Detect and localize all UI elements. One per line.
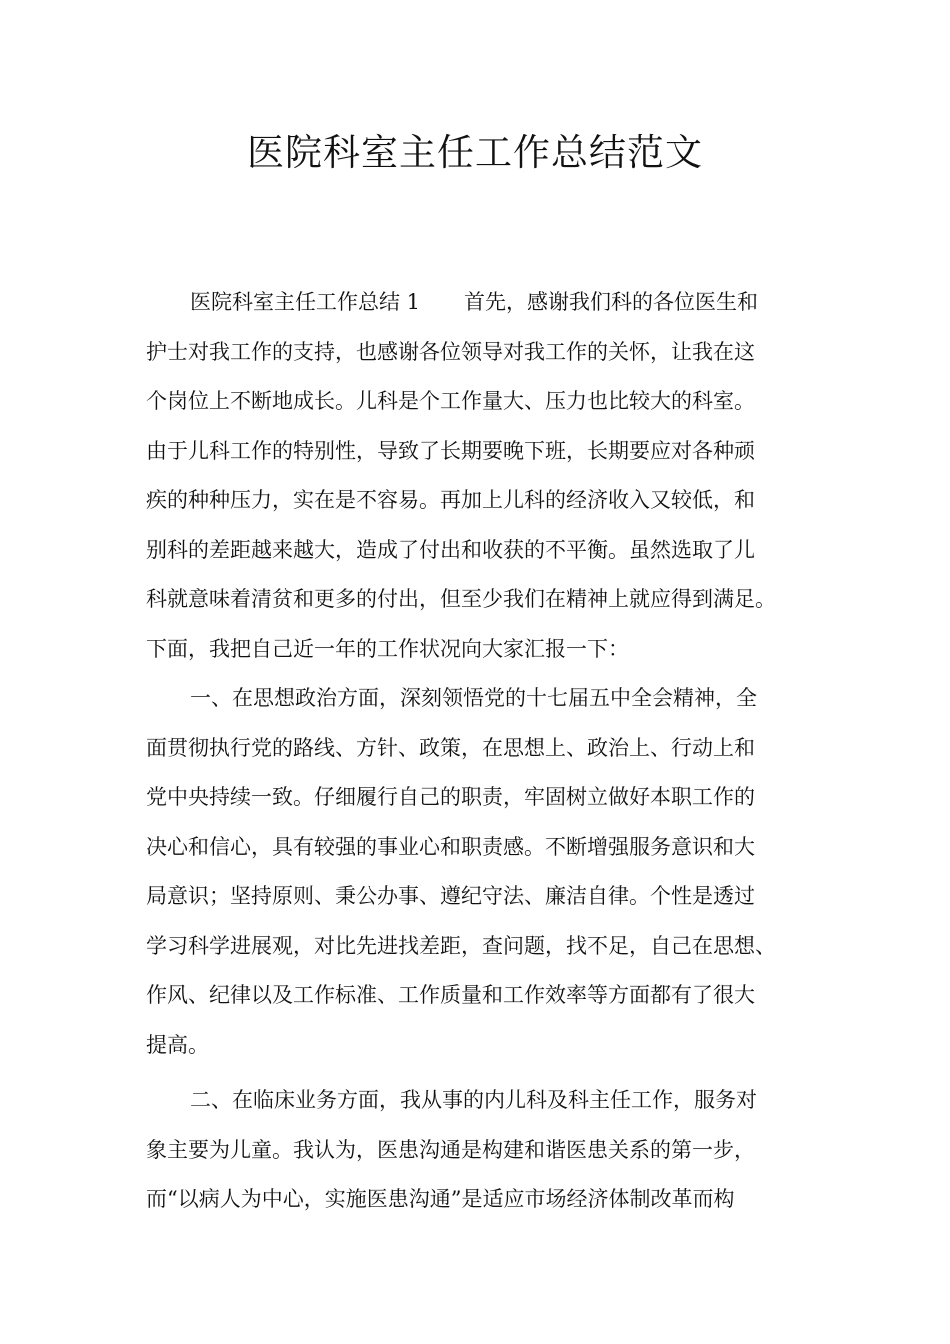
text-line: 科就意味着清贫和更多的付出，但至少我们在精神上就应得到满足。 (146, 587, 776, 611)
text-line: 面贯彻执行党的路线、方针、政策，在思想上、政治上、行动上和 (146, 735, 755, 760)
text-line: 提高。 (146, 1032, 209, 1057)
section-heading: 医院科室主任工作总结 1 (190, 290, 421, 314)
document-title: 医院科室主任工作总结范文 (247, 131, 703, 174)
text-line: 作风、纪律以及工作标准、工作质量和工作效率等方面都有了很大 (146, 983, 755, 1007)
text-line: 决心和信心，具有较强的事业心和职责感。不断增强服务意识和大 (146, 834, 755, 859)
text-line: 护士对我工作的支持，也感谢各位领导对我工作的关怀，让我在这 (146, 339, 755, 364)
text-line: 疾的种种压力，实在是不容易。再加上儿科的经济收入又较低，和 (146, 488, 755, 512)
paragraph-2-line-1: 一、在思想政治方面，深刻领悟党的十七届五中全会精神，全 (190, 686, 757, 710)
text-line: 局意识；坚持原则、秉公办事、遵纪守法、廉洁自律。个性是透过 (146, 884, 755, 908)
paragraph-3-line-1: 二、在临床业务方面，我从事的内儿科及科主任工作，服务对 (190, 1088, 757, 1112)
paragraph-1-line-1 (146, 278, 806, 328)
document-body (146, 278, 806, 1225)
text-line: 象主要为儿童。我认为，医患沟通是构建和谐医患关系的第一步， (146, 1137, 755, 1162)
line-text: 首先，感谢我们科的各位医生和 (464, 290, 759, 314)
text-line: 党中央持续一致。仔细履行自己的职责，牢固树立做好本职工作的 (146, 785, 755, 809)
text-line: 别科的差距越来越大，造成了付出和收获的不平衡。虽然选取了儿 (146, 537, 755, 562)
text-line: 由于儿科工作的特别性，导致了长期要晚下班，长期要应对各种顽 (146, 438, 755, 463)
text-line: 下面，我把自己近一年的工作状况向大家汇报一下： (146, 636, 629, 661)
text-line: 个岗位上不断地成长。儿科是个工作量大、压力也比较大的科室。 (146, 389, 755, 413)
text-line: 学习科学进展观，对比先进找差距，查问题，找不足，自己在思想、 (146, 933, 776, 958)
text-line: 而“以病人为中心，实施医患沟通”是适应市场经济体制改革而构 (146, 1187, 735, 1211)
